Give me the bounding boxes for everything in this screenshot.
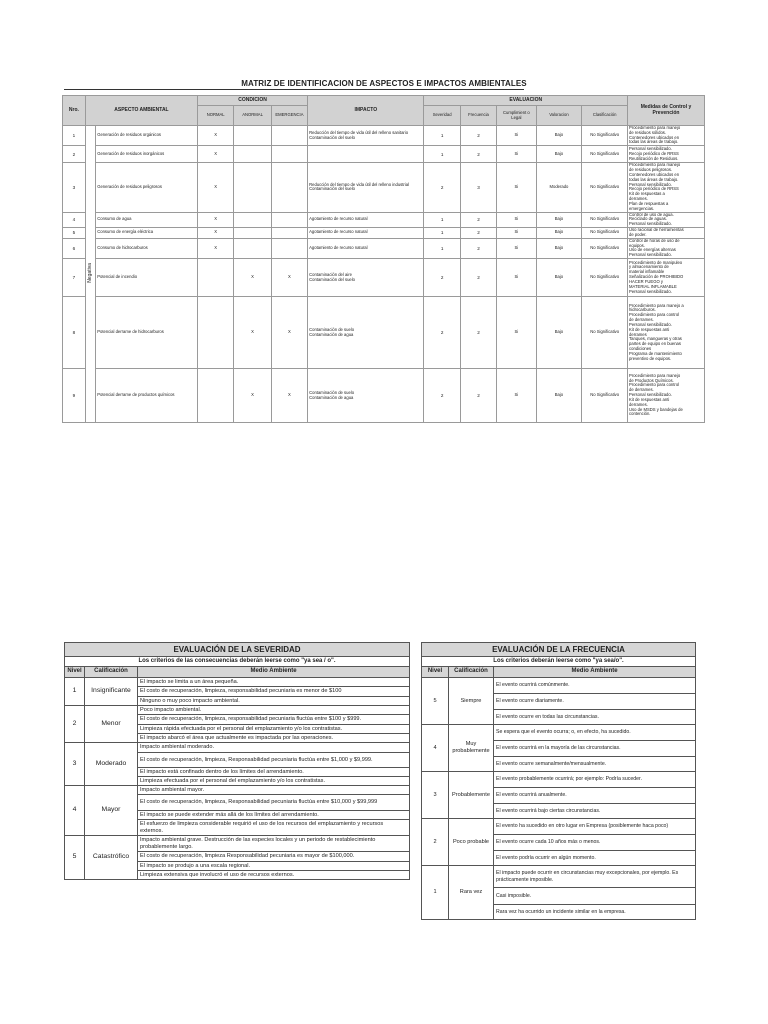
matrix-row <box>63 369 705 423</box>
measure-line: Procedimiento de manipuleo <box>629 259 683 265</box>
header-severidad: Severidad <box>424 106 460 126</box>
cell-frecuencia: 2 <box>460 238 496 258</box>
measure-line: MATERIAL INFLAMABLE <box>629 283 677 289</box>
severity-rating: Catastrófico <box>85 836 138 880</box>
severity-criterion: El impacto se produjo a una escala regional. <box>138 862 410 871</box>
severity-row <box>65 706 410 715</box>
measure-line: Contenedores ubicados en <box>629 134 680 140</box>
frequency-criterion: El evento probablemente ocurrirá; por ejemplo: Podría suceder. <box>494 772 696 788</box>
frequency-col-nivel: Nivel <box>422 667 449 678</box>
cell-normal: X <box>198 212 234 227</box>
frequency-level: 2 <box>422 819 449 866</box>
cell-frecuencia: 2 <box>460 259 496 297</box>
severity-criterion: El costo de recuperación, limpieza, Responsabilidad pecuniaria fluctúa entre $1,000 y $9,999. <box>138 753 410 768</box>
measure-line: Personal sensibilizado. <box>629 221 672 227</box>
cell-medidas <box>628 212 705 227</box>
measure-line: Control de horas de uso de <box>629 238 680 243</box>
cell-impacto: Contaminación de suelo Contaminación de agua <box>308 297 424 369</box>
cell-anormal <box>234 212 271 227</box>
severity-level: 2 <box>65 706 85 743</box>
cell-anormal <box>234 163 271 212</box>
severity-criterion: Impacto ambiental moderado. <box>138 743 410 753</box>
cell-anormal <box>234 126 271 146</box>
measure-line: todas las áreas de trabajo. <box>629 139 679 145</box>
cell-nro: 2 <box>63 146 86 163</box>
measure-line: emergencias. <box>629 205 655 211</box>
cell-severidad: 2 <box>424 163 460 212</box>
frequency-criterion: El evento ocurrirá bajo ciertas circunstancias. <box>494 804 696 819</box>
measure-line: Personal sensibilizado. <box>629 146 672 152</box>
measure-line: material inflamable <box>629 269 665 275</box>
measure-line: de residuos sólidos. <box>629 129 667 135</box>
cell-valoracion: Bajo <box>536 259 582 297</box>
cell-emergencia: X <box>271 369 307 423</box>
measure-line: Procedimiento para control <box>629 382 680 388</box>
measure-line: Procedimiento para control <box>629 312 680 318</box>
group-label: Negativa <box>86 263 93 283</box>
severity-subtitle: Los criterios de las consecuencias deberán leerse como "ya sea / o". <box>65 657 410 667</box>
cell-medidas <box>628 297 705 369</box>
cell-clasificacion: No Significativo <box>582 238 628 258</box>
aspects-matrix-table <box>62 95 705 423</box>
cell-emergencia <box>271 212 307 227</box>
measure-line: Personal sensibilizado. <box>629 321 672 327</box>
measure-line: Recojo periódico de RRSS <box>629 186 679 192</box>
severity-level: 5 <box>65 836 85 880</box>
frequency-criterion: El evento ocurre diariamente. <box>494 694 696 710</box>
measure-line: Uso de MSDS y bandejas de <box>629 406 683 412</box>
cell-frecuencia: 3 <box>460 163 496 212</box>
cell-aspecto: Potencial derrame de hidrocarburos <box>96 297 198 369</box>
severity-rating: Mayor <box>85 786 138 836</box>
severity-criterion: Poco impacto ambiental. <box>138 706 410 715</box>
cell-medidas <box>628 228 705 239</box>
severity-criterion: Limpieza rápida efectuada por el personal del emplazamiento y/o los contratistas. <box>138 725 410 734</box>
matrix-row <box>63 228 705 239</box>
measure-line: de poder. <box>629 231 647 237</box>
header-medidas: Medidas de Control y Prevención <box>628 96 705 126</box>
frequency-row <box>422 772 696 788</box>
cell-aspecto: Consumo de agua <box>96 212 198 227</box>
cell-anormal: X <box>234 259 271 297</box>
cell-nro: 3 <box>63 163 86 212</box>
cell-impacto: Agotamiento de recurso natural <box>308 212 424 227</box>
severity-criterion: El costo de recuperación, limpieza Responsabilidad pecuniaria es mayor de $100,000. <box>138 852 410 862</box>
cell-valoracion: Bajo <box>536 146 582 163</box>
cell-nro: 7 <box>63 259 86 297</box>
header-cumplimiento: Cumplimient o Legal <box>497 106 536 126</box>
cell-normal: X <box>198 146 234 163</box>
cell-nro: 6 <box>63 238 86 258</box>
matrix-row <box>63 259 705 297</box>
frequency-row <box>422 678 696 694</box>
cell-valoracion: Bajo <box>536 228 582 239</box>
severity-level: 1 <box>65 678 85 706</box>
measure-line: y almacenamiento de <box>629 264 669 270</box>
cell-cumplimiento: Si <box>497 212 536 227</box>
measure-line: condiciones <box>629 346 652 352</box>
cell-anormal <box>234 146 271 163</box>
frequency-table <box>421 642 696 920</box>
frequency-col-calificacion: Calificación <box>449 667 494 678</box>
frequency-criterion: El evento podría ocurrir en algún momento. <box>494 851 696 866</box>
cell-clasificacion: No Significativo <box>582 228 628 239</box>
severity-level: 3 <box>65 743 85 786</box>
cell-cumplimiento: Si <box>497 146 536 163</box>
header-normal: NORMAL <box>198 106 234 126</box>
severity-criterion: El impacto se limita a un área pequeña. <box>138 678 410 687</box>
measure-line: Control de uso de agua. <box>629 212 674 217</box>
cell-normal <box>198 297 234 369</box>
severity-criterion: El esfuerzo de limpieza considerable requirió el uso de los recursos del emplazamiento y recursos externos. <box>138 820 410 836</box>
severity-col-nivel: Nivel <box>65 667 85 678</box>
cell-emergencia <box>271 163 307 212</box>
header-condicion: CONDICION <box>198 96 308 106</box>
cell-cumplimiento: Si <box>497 297 536 369</box>
cell-severidad: 1 <box>424 212 460 227</box>
measure-line: Tanques, mangueras y otras <box>629 336 682 342</box>
measure-line: todas las áreas de trabajo. <box>629 176 679 182</box>
cell-emergencia <box>271 146 307 163</box>
cell-frecuencia: 2 <box>460 297 496 369</box>
measure-line: equipos. <box>629 242 645 248</box>
cell-valoracion: Bajo <box>536 297 582 369</box>
cell-aspecto: Generación de residuos peligrosos <box>96 163 198 212</box>
cell-clasificacion: No Significativo <box>582 212 628 227</box>
severity-table <box>64 642 410 880</box>
measure-line: Procedimiento para manejo <box>629 372 681 378</box>
cell-aspecto: Consumo de hidrocarburos <box>96 238 198 258</box>
severity-criterion: El costo de recuperación, limpieza, responsabilidad pecuniaria es menor de $100 <box>138 687 410 697</box>
frequency-subtitle: Los criterios deberán leerse como "ya sea/o". <box>422 657 696 667</box>
cell-clasificacion: No Significativo <box>582 163 628 212</box>
frequency-rating: Rara vez <box>449 866 494 920</box>
frequency-criterion: Casi imposible. <box>494 888 696 905</box>
cell-nro: 8 <box>63 297 86 369</box>
cell-clasificacion: No Significativo <box>582 146 628 163</box>
header-impacto: IMPACTO <box>308 96 424 126</box>
severity-criterion: El costo de recuperación, limpieza, responsabilidad pecuniaria fluctúa entre $100 y $999. <box>138 715 410 725</box>
severity-rating: Moderado <box>85 743 138 786</box>
frequency-rating: Probablemente <box>449 772 494 819</box>
cell-nro: 5 <box>63 228 86 239</box>
cell-clasificacion: No Significativo <box>582 297 628 369</box>
cell-impacto: Contaminación de suelo Contaminación de agua <box>308 369 424 423</box>
cell-anormal <box>234 228 271 239</box>
frequency-level: 4 <box>422 725 449 772</box>
cell-medidas <box>628 163 705 212</box>
cell-clasificacion: No Significativo <box>582 259 628 297</box>
measure-line: Recojo periódico de RRSS <box>629 150 679 156</box>
severity-col-medio: Medio Ambiente <box>138 667 410 678</box>
measure-line: partes de equipo en buenas <box>629 341 681 347</box>
cell-emergencia: X <box>271 259 307 297</box>
cell-impacto: Agotamiento de recurso natural <box>308 238 424 258</box>
frequency-col-medio: Medio Ambiente <box>494 667 696 678</box>
measure-line: hidrocarburos. <box>629 307 656 313</box>
measure-line: Uso de energías alternas <box>629 247 676 253</box>
frequency-level: 1 <box>422 866 449 920</box>
severity-criterion: Ninguno o muy poco impacto ambiental. <box>138 697 410 706</box>
cell-aspecto: Consumo de energía eléctrica <box>96 228 198 239</box>
cell-medidas <box>628 146 705 163</box>
cell-frecuencia: 2 <box>460 146 496 163</box>
severity-criterion: El impacto abarcó el área que actualmente es impactada por las operaciones. <box>138 734 410 743</box>
cell-frecuencia: 2 <box>460 228 496 239</box>
cell-normal: X <box>198 163 234 212</box>
cell-aspecto: Generación de residuos orgánicos <box>96 126 198 146</box>
frequency-criterion: El evento ocurre semanalmente/mensualmente. <box>494 757 696 772</box>
header-frecuencia: Frecuencia <box>460 106 496 126</box>
frequency-rating: Poco probable <box>449 819 494 866</box>
frequency-rating: Siempre <box>449 678 494 725</box>
cell-impacto <box>308 146 424 163</box>
severity-row <box>65 836 410 852</box>
cell-cumplimiento: Si <box>497 238 536 258</box>
title-underline <box>64 89 524 90</box>
header-nro: Nro. <box>63 96 86 126</box>
measure-line: Procedimiento para manejo a <box>629 302 684 308</box>
cell-severidad: 2 <box>424 259 460 297</box>
cell-valoracion: Bajo <box>536 212 582 227</box>
severity-rating: Insignificante <box>85 678 138 706</box>
cell-normal: X <box>198 126 234 146</box>
matrix-row <box>63 212 705 227</box>
cell-impacto: Agotamiento de recurso natural <box>308 228 424 239</box>
cell-medidas <box>628 126 705 146</box>
measure-line: preventivo de equipos. <box>629 355 672 361</box>
frequency-rating: Muy probablemente <box>449 725 494 772</box>
measure-line: Personal sensibilizado. <box>629 288 672 294</box>
header-clasificacion: Clasificación <box>582 106 628 126</box>
measure-line: de derrames. <box>629 387 654 393</box>
measure-line: de derrames. <box>629 317 654 323</box>
severity-title: EVALUACIÓN DE LA SEVERIDAD <box>65 643 410 657</box>
measure-line: Procedimiento para manejo <box>629 162 681 168</box>
cell-severidad: 1 <box>424 126 460 146</box>
cell-cumplimiento: Si <box>497 228 536 239</box>
severity-row <box>65 678 410 687</box>
cell-anormal: X <box>234 369 271 423</box>
frequency-criterion: Se espera que el evento ocurra; o, en efecto, ha sucedido. <box>494 725 696 741</box>
matrix-row <box>63 163 705 212</box>
frequency-title: EVALUACIÓN DE LA FRECUENCIA <box>422 643 696 657</box>
header-valoracion: Valoracion <box>536 106 582 126</box>
cell-cumplimiento: Si <box>497 259 536 297</box>
cell-valoracion: Moderado <box>536 163 582 212</box>
frequency-level: 5 <box>422 678 449 725</box>
matrix-row <box>63 297 705 369</box>
cell-emergencia <box>271 228 307 239</box>
measure-line: contención. <box>629 411 651 417</box>
cell-impacto: Reducción del tiempo de vida útil del relleno sanitario Contaminación del suelo <box>308 126 424 146</box>
severity-row <box>65 786 410 795</box>
cell-normal <box>198 259 234 297</box>
severity-criterion: El costo de recuperación, limpieza, Responsabilidad pecuniaria fluctúa entre $10,000 y $99,999 <box>138 795 410 811</box>
cell-nro: 1 <box>63 126 86 146</box>
measure-line: Personal sensibilizado. <box>629 252 672 258</box>
severity-criterion: El impacto se puede extender más allá de los límites del arrendamiento. <box>138 811 410 820</box>
matrix-row <box>63 238 705 258</box>
frequency-criterion: El evento ocurrirá anualmente. <box>494 788 696 804</box>
frequency-level: 3 <box>422 772 449 819</box>
cell-cumplimiento: Si <box>497 369 536 423</box>
cell-anormal: X <box>234 297 271 369</box>
measure-line: Kit de respuestas a <box>629 191 665 197</box>
measure-line: Plan de respuestas a <box>629 200 669 206</box>
severity-criterion: El impacto está confinado dentro de los límites del arrendamiento. <box>138 768 410 777</box>
measure-line: HACER FUEGO y <box>629 278 663 284</box>
cell-medidas <box>628 238 705 258</box>
cell-anormal <box>234 238 271 258</box>
cell-severidad: 2 <box>424 297 460 369</box>
measure-line: Uso racional de herramientas <box>629 227 684 233</box>
cell-impacto: Contaminación del aire Contaminación del suelo <box>308 259 424 297</box>
frequency-criterion: El evento ha sucedido en otro lugar en Empresa (posiblemente haca poco) <box>494 819 696 835</box>
cell-frecuencia: 2 <box>460 369 496 423</box>
cell-nro: 4 <box>63 212 86 227</box>
measure-line: derrames. <box>629 401 648 407</box>
severity-criterion: Impacto ambiental grave. Destrucción de las especies locales y un periodo de restablecimiento probablemente largo. <box>138 836 410 852</box>
cell-emergencia <box>271 238 307 258</box>
measure-line: Kit de respuestas anti <box>629 396 670 402</box>
measure-line: derrames. <box>629 196 648 202</box>
cell-impacto: Reducción del tiempo de vida útil del relleno industrial Contaminación del suelo <box>308 163 424 212</box>
measure-line: Personal sensibilizado. <box>629 181 672 187</box>
measure-line: Señalización de PROHIBIDO <box>629 274 684 280</box>
group-cell <box>85 126 95 423</box>
cell-severidad: 1 <box>424 228 460 239</box>
severity-col-calificacion: Calificación <box>85 667 138 678</box>
severity-row <box>65 743 410 753</box>
cell-nro: 9 <box>63 369 86 423</box>
frequency-row <box>422 819 696 835</box>
measure-line: Programa de mantenimiento <box>629 350 682 356</box>
header-evaluacion: EVALUACION <box>424 96 628 106</box>
frequency-criterion: El evento ocurrirá en la mayoría de las circunstancias. <box>494 741 696 757</box>
measure-line: Kit de respuestas anti <box>629 326 670 332</box>
frequency-criterion: Rara vez ha ocurrido un incidente similar en la empresa. <box>494 905 696 920</box>
severity-level: 4 <box>65 786 85 836</box>
measure-line: Personal sensibilizado. <box>629 392 672 398</box>
severity-criterion: Limpieza extensiva que involucró el uso de recursos externos. <box>138 871 410 880</box>
cell-medidas <box>628 259 705 297</box>
cell-severidad: 2 <box>424 369 460 423</box>
cell-emergencia: X <box>271 297 307 369</box>
cell-medidas <box>628 369 705 423</box>
cell-frecuencia: 2 <box>460 212 496 227</box>
cell-cumplimiento: Si <box>497 163 536 212</box>
cell-aspecto: Generación de residuos inorgánicos <box>96 146 198 163</box>
header-anormal: ANORMAL <box>234 106 271 126</box>
cell-severidad: 1 <box>424 146 460 163</box>
cell-emergencia <box>271 126 307 146</box>
cell-normal <box>198 369 234 423</box>
cell-valoracion: Bajo <box>536 369 582 423</box>
cell-aspecto: Potencial derrame de productos químicos <box>96 369 198 423</box>
severity-criterion: Limpieza efectuada por el personal del emplazamiento y/o los contratistas. <box>138 777 410 786</box>
frequency-criterion: El evento ocurre en todas las circunstancias. <box>494 710 696 725</box>
cell-normal: X <box>198 238 234 258</box>
cell-normal: X <box>198 228 234 239</box>
measure-line: de residuos peligrosos. <box>629 167 673 173</box>
frequency-criterion: El evento ocurrirá comúnmente. <box>494 678 696 694</box>
cell-severidad: 1 <box>424 238 460 258</box>
cell-clasificacion: No Significativo <box>582 369 628 423</box>
header-aspecto: ASPECTO AMBIENTAL <box>85 96 197 126</box>
measure-line: Contenedores ubicados en <box>629 171 680 177</box>
cell-frecuencia: 2 <box>460 126 496 146</box>
frequency-criterion: El evento ocurre cada 10 años más o menos. <box>494 835 696 851</box>
cell-valoracion: Bajo <box>536 238 582 258</box>
measure-line: derrames <box>629 331 647 337</box>
matrix-row <box>63 126 705 146</box>
header-emergencia: EMERGENCIA <box>271 106 307 126</box>
cell-clasificacion: No Significativo <box>582 126 628 146</box>
measure-line: Procedimiento para manejo <box>629 125 681 130</box>
cell-valoracion: Bajo <box>536 126 582 146</box>
matrix-row <box>63 146 705 163</box>
frequency-row <box>422 866 696 888</box>
frequency-row <box>422 725 696 741</box>
matrix-title: MATRIZ DE IDENTIFICACION DE ASPECTOS E IMPACTOS AMBIENTALES <box>241 79 527 88</box>
measure-line: de Productos Químicos. <box>629 377 674 383</box>
measure-line: Reutilización de Residuos. <box>629 155 679 161</box>
measure-line: Reciclado de aguas. <box>629 216 667 222</box>
cell-cumplimiento: Si <box>497 126 536 146</box>
severity-criterion: Impacto ambiental mayor. <box>138 786 410 795</box>
severity-rating: Menor <box>85 706 138 743</box>
frequency-criterion: El impacto puede ocurrir en circunstancias muy excepcionales, por ejemplo. Es prácticamente imposible. <box>494 866 696 888</box>
cell-aspecto: Potencial de incendio <box>96 259 198 297</box>
